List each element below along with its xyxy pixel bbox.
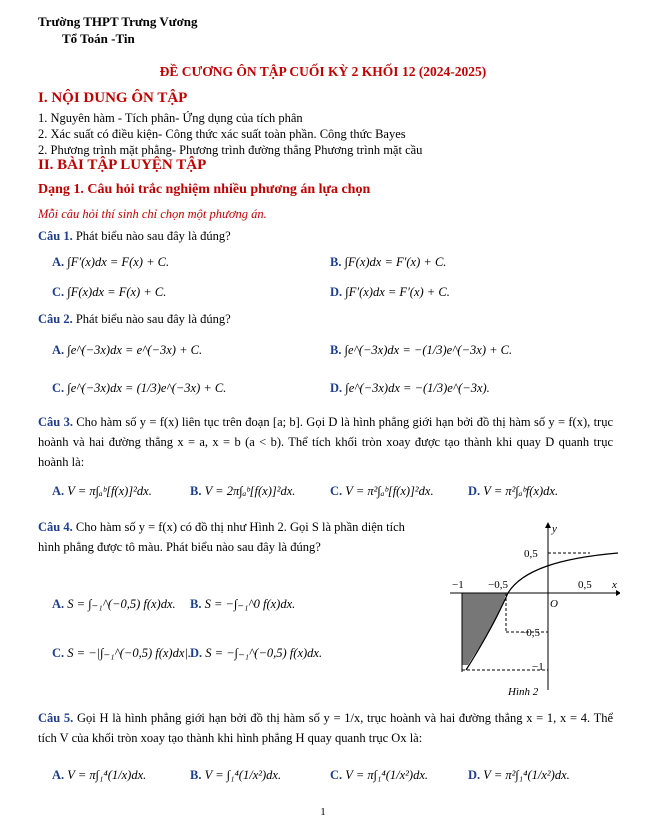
option-formula: ∫e^(−3x)dx = e^(−3x) + C. (67, 343, 203, 357)
section-1-item: 1. Nguyên hàm - Tích phân- Ứng dụng của tích phân (38, 111, 303, 125)
option-formula: ∫F(x)dx = F(x) + C. (67, 285, 167, 299)
q2-option-b[interactable] (330, 343, 512, 358)
instruction-note: Mỗi câu hỏi thí sinh chỉ chọn một phương án. (38, 207, 267, 221)
option-letter: C. (330, 484, 343, 498)
option-formula: V = π∫₁⁴(1/x²)dx. (345, 768, 429, 782)
q5-option-d[interactable] (468, 768, 570, 783)
option-formula: S = −∫₋₁^0 f(x)dx. (204, 597, 296, 611)
q1-option-c[interactable] (52, 285, 166, 300)
q3-option-d[interactable] (468, 484, 558, 499)
question-5 (38, 708, 613, 748)
section-2-heading: II. BÀI TẬP LUYỆN TẬP (38, 157, 207, 173)
tick-label: −0,5 (488, 579, 508, 591)
q3-option-c[interactable] (330, 484, 434, 499)
question-label: Câu 2. (38, 312, 73, 326)
option-letter: A. (52, 343, 65, 357)
option-letter: D. (468, 768, 481, 782)
option-letter: D. (330, 381, 343, 395)
q1-option-d[interactable] (330, 285, 450, 300)
option-formula: V = π²∫₁⁴(1/x²)dx. (483, 768, 570, 782)
q5-option-a[interactable] (52, 768, 146, 783)
question-4-line-1 (38, 520, 405, 535)
q5-option-b[interactable] (190, 768, 281, 783)
q2-option-c[interactable] (52, 381, 226, 396)
q3-option-b[interactable] (190, 484, 295, 499)
tick-label: −1 (452, 579, 464, 591)
option-formula: ∫e^(−3x)dx = −(1/3)e^(−3x). (345, 381, 490, 395)
option-letter: A. (52, 768, 65, 782)
question-3 (38, 412, 613, 472)
option-formula: ∫F′(x)dx = F′(x) + C. (345, 285, 450, 299)
school-name: Trường THPT Trưng Vương (38, 14, 198, 29)
section-1-item: 2. Xác suất có điều kiện- Công thức xác suất toàn phần. Công thức Bayes (38, 127, 406, 141)
document-title: ĐỀ CƯƠNG ÔN TẬP CUỐI KỲ 2 KHỐI 12 (2024-2025) (159, 64, 487, 79)
option-formula: ∫e^(−3x)dx = −(1/3)e^(−3x) + C. (344, 343, 513, 357)
option-letter: A. (52, 484, 65, 498)
option-formula: V = 2π∫ₐᵇ[f(x)]²dx. (204, 484, 296, 498)
option-letter: B. (330, 343, 342, 357)
q4-option-c[interactable] (52, 645, 191, 661)
tick-label: 0,5 (578, 579, 592, 591)
option-letter: D. (468, 484, 481, 498)
option-formula: ∫F′(x)dx = F(x) + C. (67, 255, 170, 269)
section-1-item: 2. Phương trình mặt phẳng- Phương trình đường thẳng Phương trình mặt cầu (38, 143, 423, 157)
question-text: Phát biểu nào sau đây là đúng? (75, 229, 231, 243)
question-text: Gọi H là hình phẳng giới hạn bởi đồ thị hàm số y = 1/x, trục hoành và hai đường thẳng x = 1, x = 4. Thể tích V của khối tròn xoay tạo thành khi hình phẳng H quay quanh trục Ox là: (38, 711, 613, 745)
q5-option-c[interactable] (330, 768, 428, 783)
option-formula: S = −|∫₋₁^(−0,5) f(x)dx|. (67, 646, 191, 660)
option-letter: A. (52, 597, 65, 611)
option-formula: V = π∫₁⁴(1/x)dx. (67, 768, 147, 782)
question-2 (38, 312, 231, 327)
option-formula: ∫F(x)dx = F′(x) + C. (344, 255, 447, 269)
question-label: Câu 3. (38, 415, 73, 429)
option-letter: B. (190, 768, 202, 782)
y-axis-arrow-icon (545, 522, 551, 528)
axis-label-x: x (612, 579, 617, 591)
q1-option-a[interactable] (52, 255, 169, 270)
option-formula: V = π∫ₐᵇ[f(x)]²dx. (67, 484, 152, 498)
q2-option-d[interactable] (330, 381, 490, 396)
question-4-line-2: hình phẳng được tô màu. Phát biểu nào sau đây là đúng? (38, 540, 321, 554)
q4-option-a[interactable] (52, 596, 176, 612)
q2-option-a[interactable] (52, 343, 202, 358)
page-number: 1 (320, 806, 326, 818)
option-letter: D. (190, 646, 203, 660)
origin-label: O (550, 598, 558, 610)
option-letter: C. (52, 381, 65, 395)
option-letter: C. (52, 646, 65, 660)
option-formula: S = −∫₋₁^(−0,5) f(x)dx. (205, 646, 323, 660)
option-letter: B. (330, 255, 342, 269)
question-label: Câu 1. (38, 229, 73, 243)
option-letter: C. (52, 285, 65, 299)
tick-label: 0,5 (524, 548, 538, 560)
option-formula: V = π²∫ₐᵇf(x)dx. (483, 484, 559, 498)
option-formula: V = π²∫ₐᵇ[f(x)]²dx. (345, 484, 434, 498)
shaded-area (462, 593, 506, 665)
option-formula: S = ∫₋₁^(−0,5) f(x)dx. (67, 597, 176, 611)
figure-hinh-2 (440, 520, 620, 700)
question-label: Câu 4. (38, 520, 73, 534)
q4-option-b[interactable] (190, 596, 295, 612)
tick-label: −1 (532, 661, 544, 673)
question-text: Phát biểu nào sau đây là đúng? (75, 312, 231, 326)
option-letter: B. (190, 597, 202, 611)
question-text: Cho hàm số y = f(x) liên tục trên đoạn [a; b]. Gọi D là hình phẳng giới hạn bởi đồ thị hàm số y = f(x), trục hoành và hai đường thẳng x = a, x = b (a < b). Thể tích khối tròn xoay được tạo thành khi quay D quanh trục hoành là: (38, 415, 614, 469)
axis-label-y: y (552, 523, 557, 535)
q1-option-b[interactable] (330, 255, 446, 270)
section-1-heading: I. NỘI DUNG ÔN TẬP (38, 90, 188, 106)
question-text: Cho hàm số y = f(x) có đồ thị như Hình 2. Gọi S là phần diện tích (75, 520, 405, 534)
q3-option-a[interactable] (52, 484, 152, 499)
type-1-heading: Dạng 1. Câu hỏi trắc nghiệm nhiều phương án lựa chọn (38, 182, 371, 197)
tick-label: −0,5 (520, 627, 540, 639)
option-letter: D. (330, 285, 343, 299)
option-letter: A. (52, 255, 65, 269)
question-label: Câu 5. (38, 711, 74, 725)
figure-caption: Hình 2 (508, 686, 539, 698)
option-letter: C. (330, 768, 343, 782)
q4-option-d[interactable] (190, 645, 322, 661)
question-1 (38, 229, 231, 244)
option-letter: B. (190, 484, 202, 498)
option-formula: V = ∫₁⁴(1/x²)dx. (204, 768, 282, 782)
option-formula: ∫e^(−3x)dx = (1/3)e^(−3x) + C. (67, 381, 227, 395)
department-name: Tổ Toán -Tin (62, 31, 135, 46)
